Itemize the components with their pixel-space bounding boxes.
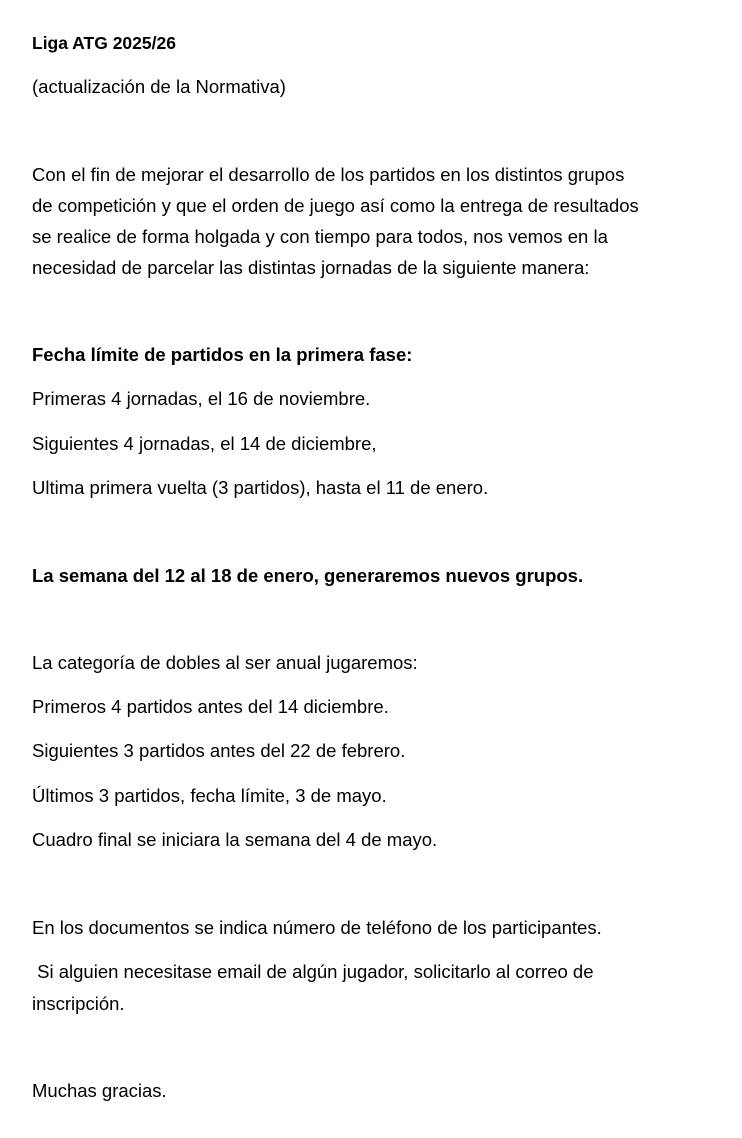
document-title: Liga ATG 2025/26 [32,33,176,53]
intro-line: Con el fin de mejorar el desarrollo de los partidos en los distintos grupos [32,164,625,185]
doubles-item: Primeros 4 partidos antes del 14 diciembre. [32,696,389,717]
new-groups-notice: La semana del 12 al 18 de enero, generaremos nuevos grupos. [32,565,584,586]
doubles-intro: La categoría de dobles al ser anual jugaremos: [32,652,418,673]
first-phase-item: Ultima primera vuelta (3 partidos), hasta el 11 de enero. [32,477,489,498]
closing-text: Muchas gracias. [32,1080,167,1101]
intro-line: se realice de forma holgada y con tiempo para todos, nos vemos en la [32,226,608,247]
document-subtitle: (actualización de la Normativa) [32,76,286,97]
first-phase-item: Primeras 4 jornadas, el 16 de noviembre. [32,388,371,409]
email-note-line: inscripción. [32,993,125,1014]
first-phase-heading: Fecha límite de partidos en la primera fase: [32,344,413,365]
email-note-line: Si alguien necesitase email de algún jugador, solicitarlo al correo de [32,961,594,982]
intro-line: de competición y que el orden de juego así como la entrega de resultados [32,195,639,216]
doubles-item: Cuadro final se iniciara la semana del 4 de mayo. [32,829,438,850]
doubles-item: Últimos 3 partidos, fecha límite, 3 de mayo. [32,785,387,806]
intro-line: necesidad de parcelar las distintas jornadas de la siguiente manera: [32,257,590,278]
first-phase-item: Siguientes 4 jornadas, el 14 de diciembre, [32,433,377,454]
phone-note: En los documentos se indica número de teléfono de los participantes. [32,917,602,938]
doubles-item: Siguientes 3 partidos antes del 22 de febrero. [32,740,406,761]
